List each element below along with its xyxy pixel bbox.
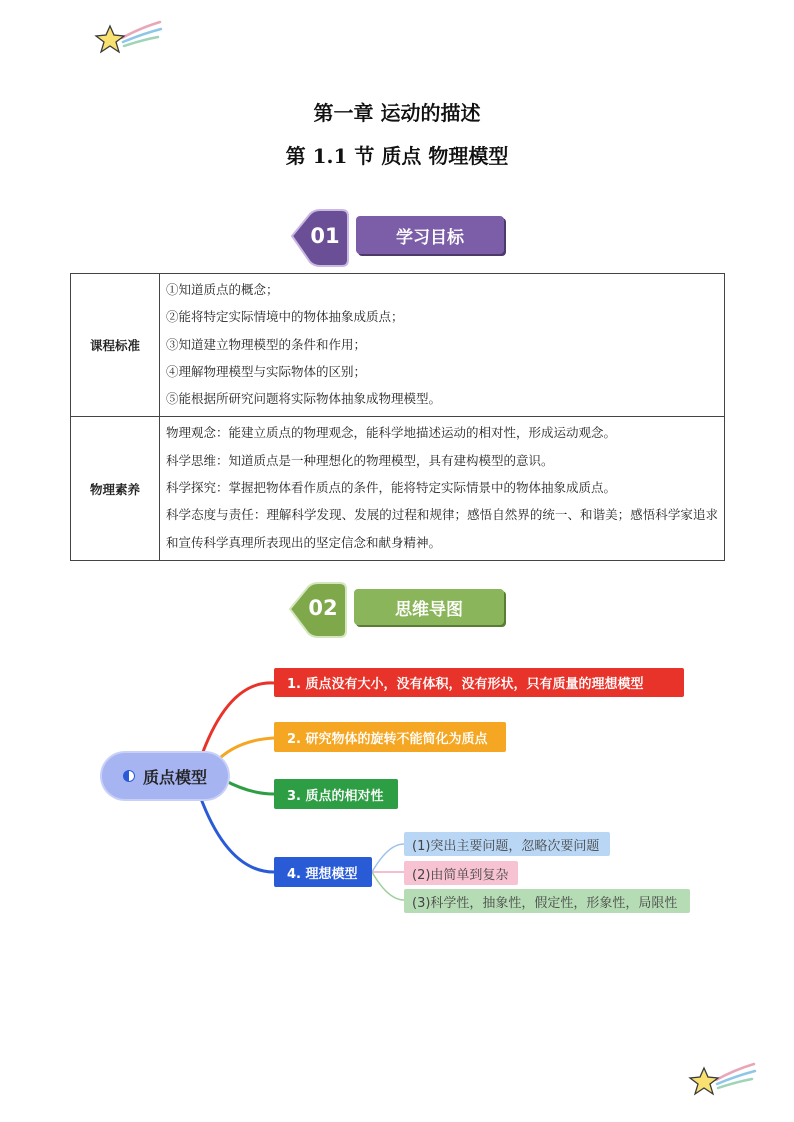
goal-item: ④理解物理模型与实际物体的区别； — [166, 363, 367, 379]
half-circle-icon — [123, 770, 135, 782]
goal-item: 物理观念：能建立质点的物理观念，能科学地描述运动的相对性，形成运动观念。 — [166, 425, 617, 441]
goal-item: ②能将特定实际情境中的物体抽象成质点； — [166, 309, 404, 325]
mindmap-root — [102, 753, 228, 799]
goal-item: 科学探究：掌握把物体看作质点的条件，能将特定实际情景中的物体抽象成质点。 — [166, 480, 617, 496]
mindmap-branch: 3. 质点的相对性 — [274, 779, 398, 809]
goal-item: ⑤能根据所研究问题将实际物体抽象成物理模型。 — [166, 391, 442, 407]
mindmap-sub-item: (2)由简单到复杂 — [404, 861, 518, 885]
goal-item: ③知道建立物理模型的条件和作用； — [166, 336, 367, 352]
mindmap-branch: 1. 质点没有大小，没有体积，没有形状，只有质量的理想模型 — [274, 668, 684, 697]
section-title: 第 1.1 节 质点 物理模型 — [285, 144, 509, 168]
section-number: 02 — [308, 596, 338, 620]
mindmap-sub-item: (1)突出主要问题，忽略次要问题 — [404, 832, 610, 856]
row-heading: 课程标准 — [71, 274, 160, 417]
goal-item: ①知道质点的概念； — [166, 282, 279, 297]
goal-item: 科学思维：知道质点是一种理想化的物理模型，具有建构模型的意识。 — [166, 452, 554, 468]
row-heading: 物理素养 — [71, 417, 160, 560]
section-number: 01 — [310, 224, 340, 248]
section-heading: 思维导图 — [354, 589, 504, 625]
section-heading: 学习目标 — [356, 216, 504, 254]
mindmap-branch: 4. 理想模型 — [274, 857, 372, 887]
mindmap-sub-item: (3)科学性，抽象性，假定性，形象性，局限性 — [404, 889, 690, 913]
root-label: 质点模型 — [142, 767, 207, 787]
chapter-title: 第一章 运动的描述 — [313, 101, 481, 125]
goal-item: 科学态度与责任：理解科学发现、发展的过程和规律；感悟自然界的统一、和谐美；感悟科学家追求和宣传科学真理所表现出的坚定信念和献身精神。 — [166, 507, 718, 550]
mindmap-branch: 2. 研究物体的旋转不能简化为质点 — [274, 722, 506, 752]
